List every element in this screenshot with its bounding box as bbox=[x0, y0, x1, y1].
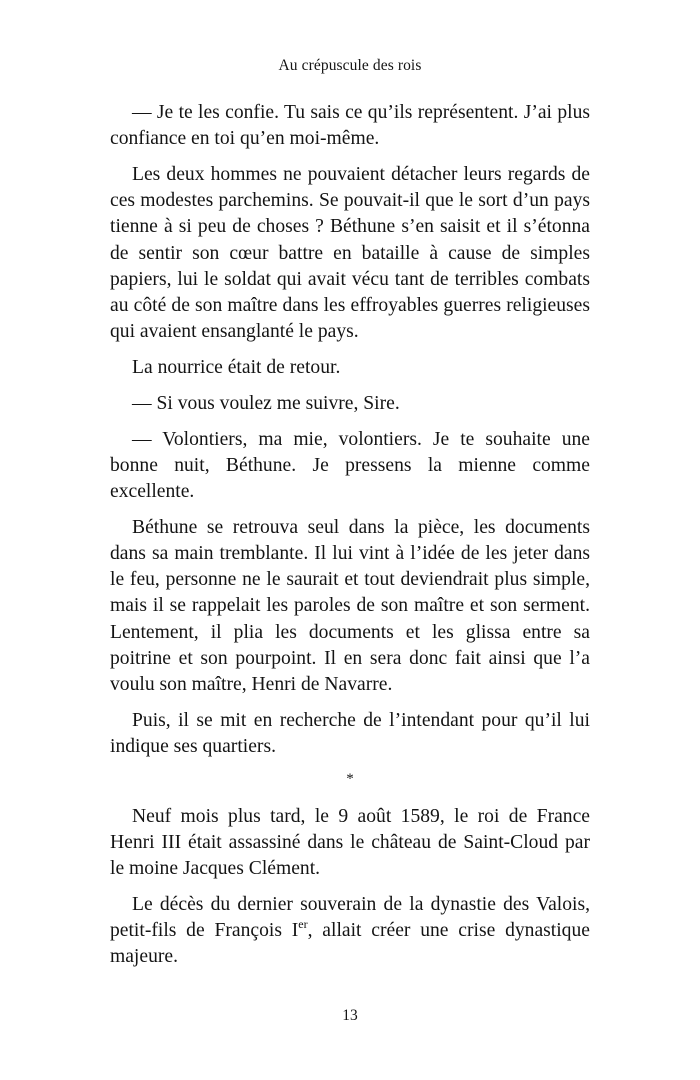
paragraph: Puis, il se mit en recherche de l’intendant pour qu’il lui indique ses quartiers. bbox=[110, 709, 590, 758]
scene-break: * bbox=[346, 770, 354, 787]
paragraph: — Volontiers, ma mie, volontiers. Je te souhaite une bonne nuit, Béthune. Je pressens la mienne comme excellente. bbox=[110, 428, 590, 503]
paragraph: Béthune se retrouva seul dans la pièce, les documents dans sa main tremblante. Il lui vint à l’idée de les jeter dans le feu, personne ne le saurait et tout deviendrait plus simple, mais il se rappelait les paroles de son maître et son serment. Lentement, il plia les documents et les glissa entre sa poitrine et son pourpoint. Il en sera donc fait ainsi que l’a voulu son maître, Henri de Navarre. bbox=[110, 516, 590, 696]
paragraph-text: , allait créer une crise dynastique majeure. bbox=[110, 920, 590, 968]
paragraph: — Je te les confie. Tu sais ce qu’ils représentent. J’ai plus confiance en toi qu’en moi-même. bbox=[110, 102, 590, 150]
paragraph-text: Le décès du dernier souverain de la dynastie des Valois, petit-fils de François I bbox=[110, 894, 590, 942]
paragraph bbox=[110, 892, 590, 971]
page-number: 13 bbox=[342, 1007, 358, 1024]
paragraph: La nourrice était de retour. bbox=[132, 357, 341, 379]
paragraph: Neuf mois plus tard, le 9 août 1589, le roi de France Henri III était assassiné dans le château de Saint-Cloud par le moine Jacques Clément. bbox=[110, 805, 590, 880]
paragraph: Les deux hommes ne pouvaient détacher leurs regards de ces modestes parchemins. Se pouvait-il que le sort d’un pays tienne à si peu de choses ? Béthune s’en saisit et il s’étonna de sentir son cœur battre en bataille à cause de simples papiers, lui le soldat qui avait vécu tant de terribles combats au côté de son maître dans les effroyables guerres religieuses qui avaient ensanglanté le pays. bbox=[110, 164, 590, 343]
page-body bbox=[110, 100, 590, 980]
running-title: Au crépuscule des rois bbox=[278, 57, 422, 74]
ordinal-superscript: er bbox=[298, 917, 308, 932]
paragraph: — Si vous voulez me suivre, Sire. bbox=[132, 392, 400, 414]
